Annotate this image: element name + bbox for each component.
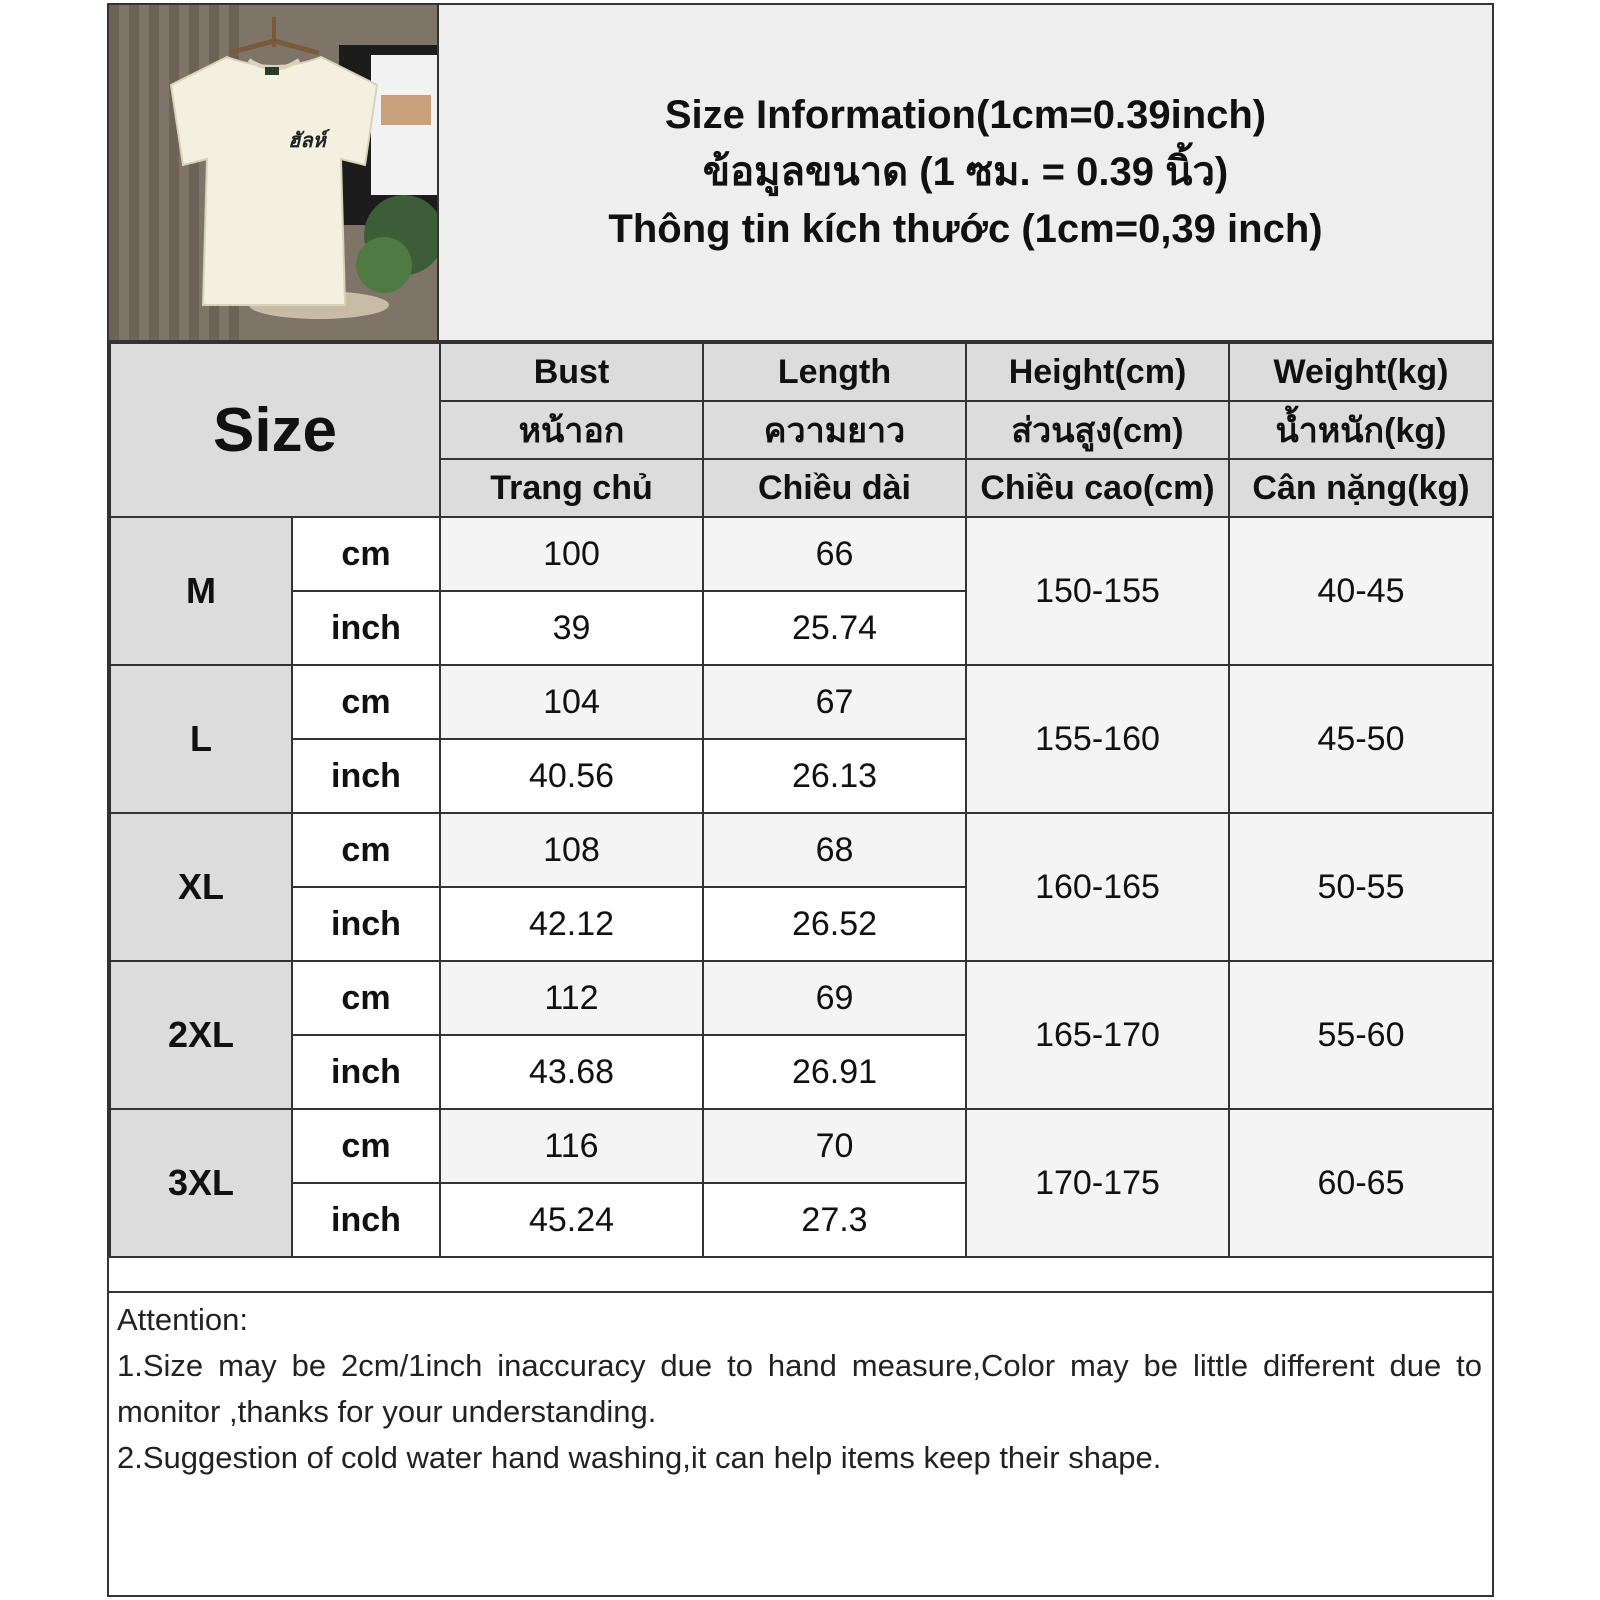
height-range: 150-155 [966,517,1229,665]
size-label: 3XL [110,1109,292,1257]
size-header: Size [110,343,440,517]
unit-inch: inch [292,1035,440,1109]
unit-cm: cm [292,517,440,591]
notes-line-2: 2.Suggestion of cold water hand washing,it can help items keep their shape. [117,1440,1162,1475]
notes-line-1: 1.Size may be 2cm/1inch inaccuracy due to hand measure,Color may be little different due to monitor ,thanks for your understanding. [117,1348,1482,1429]
size-label: XL [110,813,292,961]
title-thai: ข้อมูลขนาด (1 ซม. = 0.39 นิ้ว) [702,150,1229,194]
size-label: L [110,665,292,813]
length-inch: 26.52 [703,887,966,961]
header-weight-vi: Cân nặng(kg) [1229,459,1493,517]
unit-inch: inch [292,1183,440,1257]
height-range: 155-160 [966,665,1229,813]
length-inch: 25.74 [703,591,966,665]
attention-notes [109,1291,1492,1595]
bust-inch: 43.68 [440,1035,703,1109]
table-row [110,961,1493,1035]
header-height-vi: Chiều cao(cm) [966,459,1229,517]
height-range: 170-175 [966,1109,1229,1257]
bust-cm: 100 [440,517,703,591]
size-label: 2XL [110,961,292,1109]
length-cm: 70 [703,1109,966,1183]
unit-cm: cm [292,813,440,887]
tshirt-photo-image [109,5,439,342]
notes-heading: Attention: [117,1302,248,1337]
unit-cm: cm [292,961,440,1035]
unit-cm: cm [292,1109,440,1183]
unit-inch: inch [292,591,440,665]
header-bust-th: หน้าอก [440,401,703,459]
weight-range: 40-45 [1229,517,1493,665]
height-range: 165-170 [966,961,1229,1109]
header-height-th: ส่วนสูง(cm) [966,401,1229,459]
bust-cm: 116 [440,1109,703,1183]
title-english: Size Information(1cm=0.39inch) [664,93,1267,137]
header-weight-en: Weight(kg) [1229,343,1493,401]
header-bust-vi: Trang chủ [440,459,703,517]
length-inch: 26.13 [703,739,966,813]
length-inch: 27.3 [703,1183,966,1257]
length-cm: 66 [703,517,966,591]
title-vietnamese: Thông tin kích thước (1cm=0,39 inch) [608,207,1323,251]
weight-range: 55-60 [1229,961,1493,1109]
length-inch: 26.91 [703,1035,966,1109]
title-box [439,5,1492,342]
header-bust-en: Bust [440,343,703,401]
bust-cm: 104 [440,665,703,739]
length-cm: 67 [703,665,966,739]
bust-cm: 112 [440,961,703,1035]
bust-inch: 40.56 [440,739,703,813]
size-label: M [110,517,292,665]
bust-inch: 42.12 [440,887,703,961]
header-weight-th: น้ำหนัก(kg) [1229,401,1493,459]
table-row [110,517,1493,591]
header-length-en: Length [703,343,966,401]
header-length-th: ความยาว [703,401,966,459]
height-range: 160-165 [966,813,1229,961]
bust-inch: 39 [440,591,703,665]
length-cm: 69 [703,961,966,1035]
length-cm: 68 [703,813,966,887]
header-length-vi: Chiều dài [703,459,966,517]
weight-range: 50-55 [1229,813,1493,961]
table-row [110,665,1493,739]
product-photo [109,5,439,342]
bust-cm: 108 [440,813,703,887]
shirt-print-text: ฮัลห์ [288,128,326,152]
header-height-en: Height(cm) [966,343,1229,401]
table-row [110,813,1493,887]
size-chart-frame [107,3,1494,1597]
bust-inch: 45.24 [440,1183,703,1257]
size-table [109,342,1494,1258]
unit-inch: inch [292,739,440,813]
weight-range: 60-65 [1229,1109,1493,1257]
unit-inch: inch [292,887,440,961]
table-row [110,1109,1493,1183]
weight-range: 45-50 [1229,665,1493,813]
unit-cm: cm [292,665,440,739]
